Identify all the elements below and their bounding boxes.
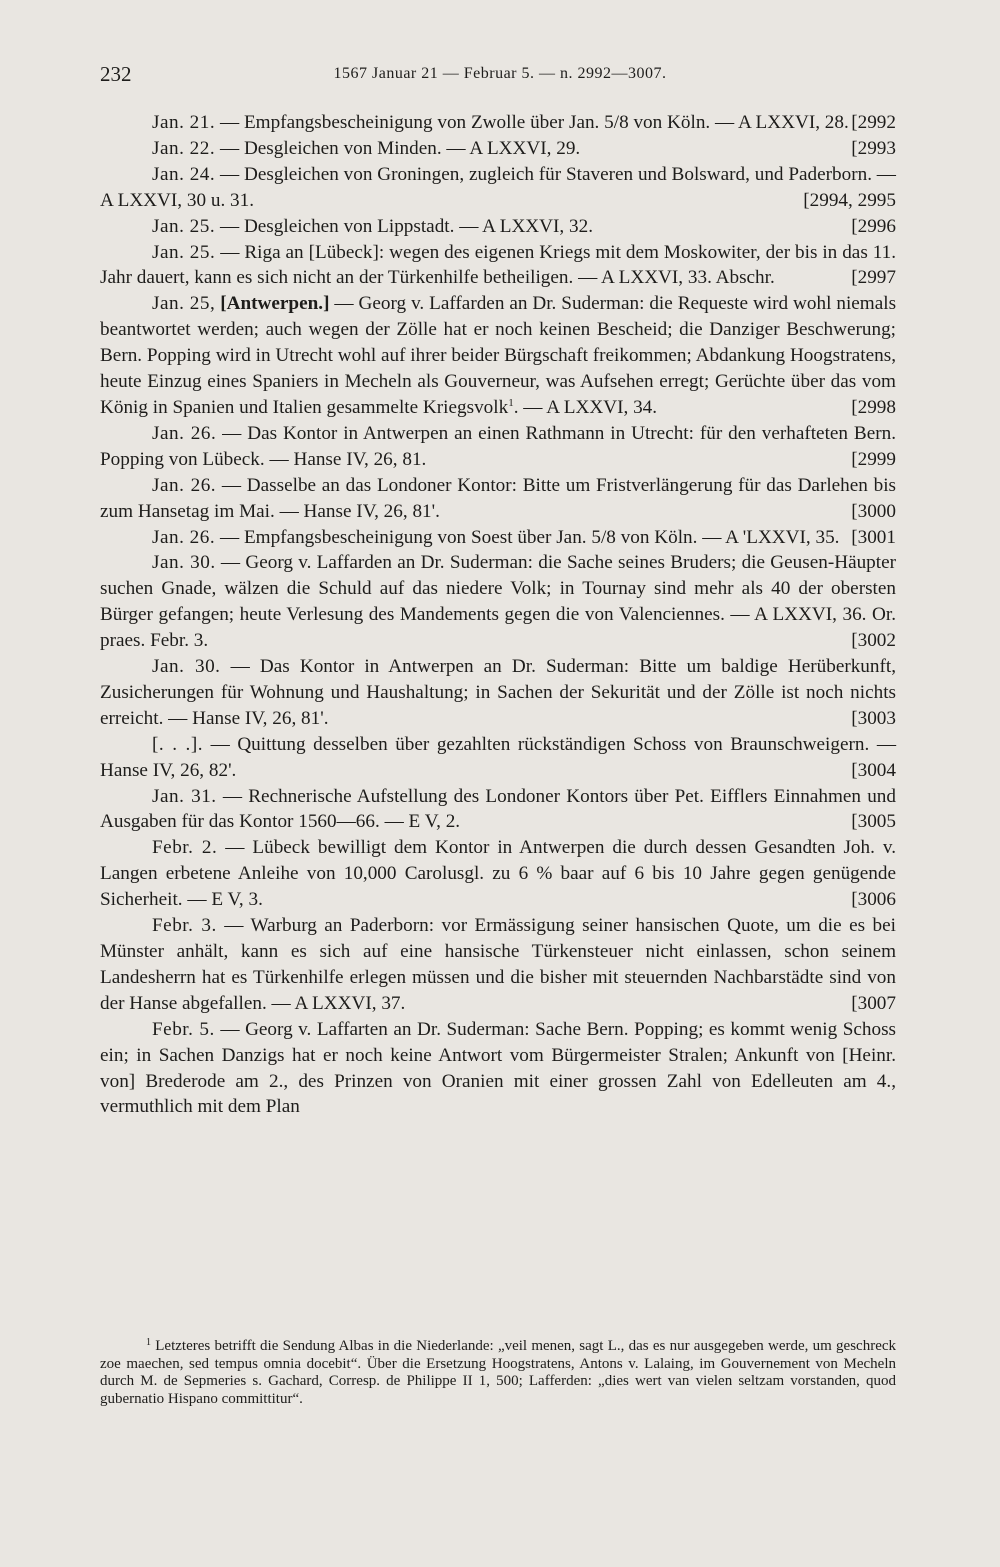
entry-number: [3000 — [851, 500, 896, 522]
entry-text: — Desgleichen von Groningen, zugleich für Staveren und Bolsward, und Paderborn. — A LXXVI, 30 u. 31. — [100, 163, 896, 211]
entry-date: Jan. 26. — [152, 422, 217, 444]
entry-number: [3004 — [851, 759, 896, 781]
entry-text: — Lübeck bewilligt dem Kontor in Antwerpen die durch dessen Gesandten Joh. v. Langen erbetene Anleihe von 10,000 Carolusgl. zu 6 % baar auf 6 bis 10 Jahre gegen genügende Sicherheit. — E V, 3. — [100, 837, 897, 911]
entry-date: Jan. 30. — [152, 552, 216, 574]
regest-entry — [100, 240, 896, 292]
regest-entry — [100, 654, 896, 732]
running-head: 1567 Januar 21 — Februar 5. — n. 2992—3007. — [333, 65, 667, 82]
entry-text: — Georg v. Laffarden an Dr. Suderman: die Sache seines Bruders; die Geusen-Häupter suchen Gnade, wälzen die Schuld auf das niedere Volk; in Tournay sind mehr als 40 der obersten Bürger gefangen; heute Verlesung des Mandements gegen die von Valenciennes. — A LXXVI, 36. Or. praes. Febr. 3. — [100, 552, 897, 652]
regest-entry — [100, 291, 896, 421]
entry-date: Febr. 5. — [152, 1018, 215, 1040]
entry-number: [3001 — [851, 526, 896, 548]
entry-number: [3006 — [851, 889, 896, 911]
page-header — [100, 62, 900, 92]
entry-text: — Georg v. Laffarden an Dr. Suderman: die Requeste wird wohl niemals beantwortet werden; auch wegen der Zölle hat er noch keinen Bescheid; die Danziger Beschwerung; Bern. Popping wird in Utrecht wohl auf ihrer beider Bürgschaft freikommen; Abdankung Hoogstratens, heute Einzug eines Spaniers in Mecheln als Gouverneur, was Aufsehen erregt; Gerüchte über das vom König in Spanien und Italien gesammelte Kriegsvolk — [100, 293, 897, 418]
entry-date: Jan. 21. — [152, 112, 216, 133]
entry-date: Jan. 25. — [152, 241, 216, 263]
entry-number: [3003 — [851, 707, 896, 729]
regest-entry — [100, 421, 896, 473]
regest-entry — [100, 162, 896, 214]
document-body — [100, 110, 896, 1120]
regest-entry — [100, 784, 896, 836]
entry-place: [Antwerpen.] — [220, 293, 330, 315]
regest-entry — [100, 732, 896, 784]
entry-number: [2993 — [851, 137, 896, 159]
entry-number: [2999 — [851, 448, 896, 470]
entry-number: [2994, 2995 — [803, 189, 896, 211]
entry-text: — Rechnerische Aufstellung des Londoner Kontors über Pet. Eifflers Einnahmen und Ausgaben für das Kontor 1560—66. — E V, 2. — [100, 785, 896, 833]
entry-date: Jan. 26. — [152, 526, 216, 548]
entry-date: Jan. 25, — [152, 293, 216, 315]
footnote-marker: 1 — [146, 1337, 151, 1348]
entry-date: Jan. 25. — [152, 215, 216, 237]
regest-entry — [100, 913, 896, 1017]
entry-text: — Desgleichen von Minden. — A LXXVI, 29. — [219, 137, 581, 159]
regest-entry — [100, 525, 896, 551]
regest-entry — [100, 1017, 896, 1121]
entry-text: — Quittung desselben über gezahlten rückständigen Schoss von Braunschweigern. — Hanse IV, 26, 82'. — [100, 733, 897, 781]
entry-number: [2996 — [851, 215, 896, 237]
entry-date: Febr. 3. — [152, 915, 217, 937]
entry-number: [2998 — [851, 396, 896, 418]
regest-entry — [100, 136, 896, 162]
entry-number: [2992 — [851, 112, 896, 133]
entry-date: Jan. 26. — [152, 474, 217, 496]
entry-text: — Riga an [Lübeck]: wegen des eigenen Kriegs mit dem Moskowiter, der bis in das 11. Jahr dauert, kann es sich nicht an der Türkenhilfe betheiligen. — A LXXVI, 33. Abschr. — [100, 241, 896, 289]
regest-entry — [100, 550, 896, 654]
entry-text: — Empfangsbescheinigung von Zwolle über Jan. 5/8 von Köln. — A LXXVI, 28. — [219, 112, 849, 133]
entry-number: [3007 — [851, 992, 896, 1014]
entry-number: [3005 — [851, 811, 896, 833]
entry-text: — Das Kontor in Antwerpen an Dr. Suderman: Bitte um baldige Herüberkunft, Zusicherungen für Wohnung und Haushaltung; in Sachen der Sekurität und der Zölle ist noch nichts erreicht. — Hanse IV, 26, 81'. — [100, 656, 897, 729]
regest-entry — [100, 835, 896, 913]
entry-date: Jan. 31. — [152, 785, 217, 807]
entry-text-continued: . — A LXXVI, 34. — [513, 396, 658, 418]
entry-text: — Warburg an Paderborn: vor Ermässigung seiner hansischen Quote, um die es bei Münster anhält, kann es sich auf eine hansische Türkensteuer nicht einlassen, schon seinem Landesherrn hat es Türkenhilfe erlegen müssen und die bisher mit steuernden Nachbarstädte sind von der Hanse abgefallen. — A LXXVI, 37. — [100, 915, 896, 1014]
entry-text: — Dasselbe an das Londoner Kontor: Bitte um Fristverlängerung für das Darlehen bis zum Hansetag im Mai. — Hanse IV, 26, 81'. — [100, 474, 897, 522]
regest-entry — [100, 110, 896, 136]
footnote-text: Letzteres betrifft die Sendung Albas in die Niederlande: „veil menen, sagt L., das es nur ausgegeben werde, um geschreck zoe maechen, sed tempus omnia docebit“. Über die Ersetzung Hoogstratens, Antons v. Lalaing, im Gouvernement von Mecheln durch M. de Sepmeries s. Gachard, Corresp. de Philippe II 1, 500; Lafferden: „dies wert van vielen seltzam vorstanden, quod gubernatio Hispano committitur“. — [100, 1338, 897, 1407]
regest-entry — [100, 214, 896, 240]
regest-entry — [100, 473, 896, 525]
entry-number: [3002 — [851, 630, 896, 652]
footnote-ref: 1 — [508, 396, 514, 409]
entry-number: [2997 — [851, 267, 896, 289]
footnote — [100, 1338, 896, 1408]
entry-date: Jan. 22. — [152, 137, 216, 159]
page-number: 232 — [100, 62, 132, 86]
entry-date: Febr. 2. — [152, 837, 218, 859]
entry-date: Jan. 30. — [152, 656, 221, 678]
entry-text: — Das Kontor in Antwerpen an einen Rathmann in Utrecht: für den verhafteten Bern. Popping von Lübeck. — Hanse IV, 26, 81. — [100, 422, 896, 470]
entry-text: — Georg v. Laffarten an Dr. Suderman: Sache Bern. Popping; es kommt wenig Schoss ein; in Sachen Danzigs hat er noch keine Antwort vom Bürgermeister Stralen; Ankunft von [Heinr. von] Brederode am 2., des Prinzen von Oranien mit einer grossen Zahl von Edelleuten am 4., vermuthlich mit dem Plan — [100, 1018, 897, 1118]
entry-text: — Desgleichen von Lippstadt. — A LXXVI, 32. — [219, 215, 593, 237]
entry-date: [. . .]. — [152, 733, 204, 755]
entry-date: Jan. 24. — [152, 163, 216, 185]
entry-text: — Empfangsbescheinigung von Soest über Jan. 5/8 von Köln. — A 'LXXVI, 35. — [219, 526, 840, 548]
